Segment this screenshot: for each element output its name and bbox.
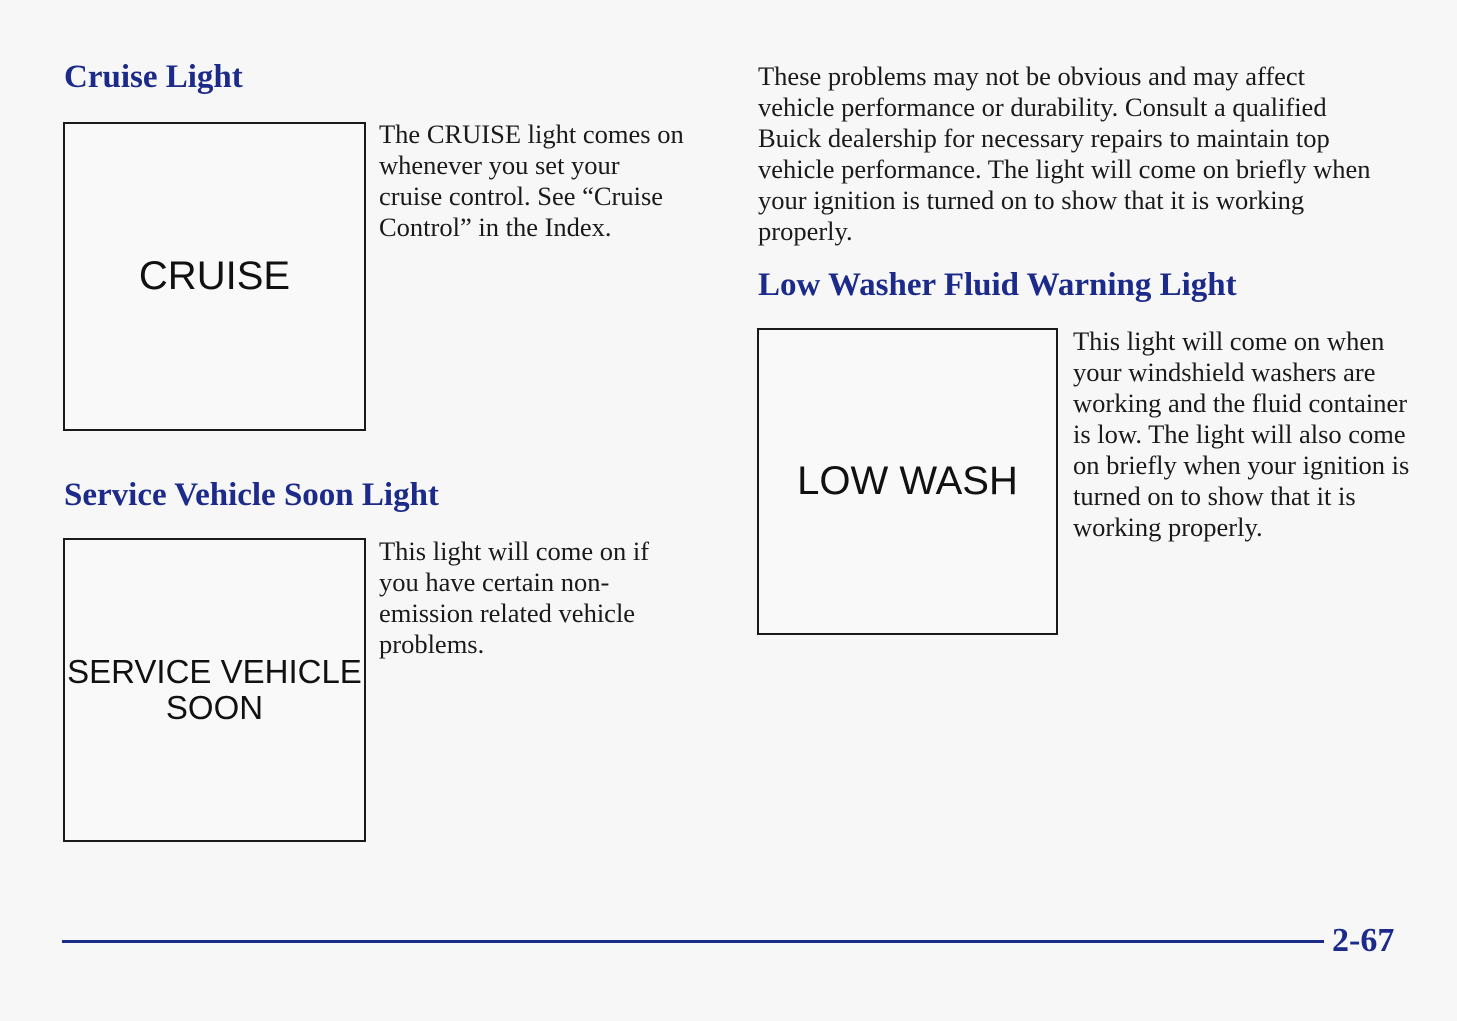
service-vehicle-soon-heading: Service Vehicle Soon Light — [64, 477, 439, 513]
low-wash-indicator-image — [757, 328, 1058, 635]
cruise-indicator-image — [63, 122, 366, 431]
low-washer-fluid-heading: Low Washer Fluid Warning Light — [758, 267, 1237, 303]
footer-rule — [62, 940, 1324, 943]
cruise-indicator-label: CRUISE — [138, 253, 291, 298]
page-number: 2-67 — [1332, 922, 1395, 959]
cruise-light-description: The CRUISE light comes on whenever you set your cruise control. See “Cruise Control” in the Index. — [379, 119, 684, 242]
low-wash-indicator-label: LOW WASH — [797, 458, 1018, 503]
service-vehicle-soon-continued-text: These problems may not be obvious and may affect vehicle performance or durability. Consult a qualified Buick dealership for necessary repairs to maintain top vehicle performance. The light will come on briefly when your ignition is turned on to show that it is working properly. — [758, 61, 1371, 246]
service-vehicle-soon-indicator-image — [63, 538, 366, 842]
service-vehicle-soon-indicator-label: SERVICE VEHICLE SOON — [67, 653, 362, 726]
service-vehicle-soon-description: This light will come on if you have certain non-emission related vehicle problems. — [379, 536, 650, 659]
cruise-light-heading: Cruise Light — [64, 59, 243, 95]
low-washer-fluid-description: This light will come on when your windshield washers are working and the fluid container is low. The light will also come on briefly when your ignition is turned on to show that it is working properly. — [1073, 326, 1410, 542]
